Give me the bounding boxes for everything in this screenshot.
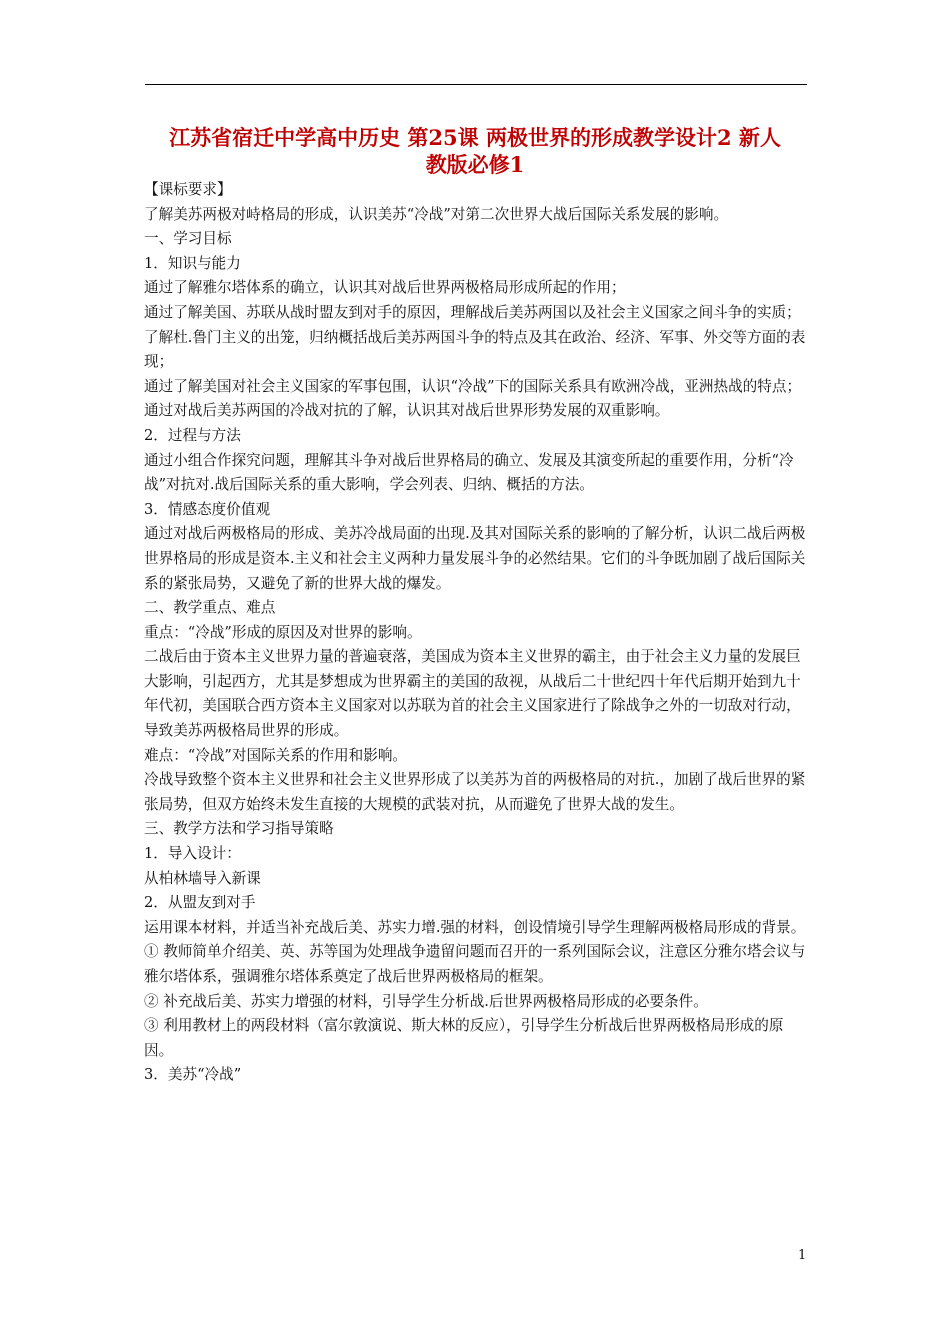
paragraph: 了解美苏两极对峙格局的形成，认识美苏“冷战”对第二次世界大战后国际关系发展的影响。 (144, 205, 729, 223)
list-item: ① 教师简单介绍美、英、苏等国为处理战争遗留问题而召开的一系列国际会议，注意区分雅尔塔会议与雅尔塔体系，强调雅尔塔体系奠定了战后世界两极格局的框架。 (144, 943, 806, 985)
document-title (140, 124, 810, 178)
sub-heading: 1．导入设计： (144, 845, 241, 863)
sub-heading: 3．情感态度价值观 (144, 500, 271, 518)
page-number: 1 (798, 1248, 807, 1263)
paragraph: 通过对战后美苏两国的冷战对抗的了解，认识其对战后世界形势发展的双重影响。 (144, 402, 670, 420)
list-item: ② 补充战后美、苏实力增强的材料，引导学生分析战.后世界两极格局形成的必要条件。 (144, 992, 708, 1010)
sub-heading: 2．从盟友到对手 (144, 894, 256, 912)
section-heading: 二、教学重点、难点 (144, 599, 276, 617)
paragraph: 通过了解美国对社会主义国家的军事包围，认识“冷战”下的国际关系具有欧洲冷战，亚洲热战的特点； (144, 377, 802, 395)
list-item: ③ 利用教材上的两段材料（富尔敦演说、斯大林的反应），引导学生分析战后世界两极格局形成的原因。 (144, 1017, 784, 1059)
title-line-1: 江苏省宿迁中学高中历史 第25课 两极世界的形成教学设计2 新人 (169, 125, 781, 150)
paragraph: 难点：“冷战”对国际关系的作用和影响。 (144, 746, 408, 764)
paragraph: 通过了解雅尔塔体系的确立，认识其对战后世界两极格局形成所起的作用； (144, 279, 626, 297)
sub-heading: 2．过程与方法 (144, 426, 241, 444)
sub-heading: 1．知识与能力 (144, 254, 241, 272)
paragraph: 重点：“冷战”形成的原因及对世界的影响。 (144, 623, 422, 641)
paragraph: 从柏林墙导入新课 (144, 869, 261, 887)
paragraph: 通过小组合作探究问题，理解其斗争对战后世界格局的确立、发展及其演变所起的重要作用，分析“冷战”对抗对.战后国际关系的重大影响，学会列表、归纳、概括的方法。 (144, 451, 794, 494)
section-heading: 一、学习目标 (144, 230, 232, 248)
paragraph: 运用课本材料，并适当补充战后美、苏实力增.强的材料，创设情境引导学生理解两极格局形成的背景。 (144, 918, 806, 936)
paragraph: 冷战导致整个资本主义世界和社会主义世界形成了以美苏为首的两极格局的对抗.，加剧了战后世界的紧张局势，但双方始终未发生直接的大规模的武装对抗，从而避免了世界大战的发生。 (144, 771, 806, 813)
paragraph: 通过了解美国、苏联从战时盟友到对手的原因，理解战后美苏两国以及社会主义国家之间斗争的实质； (144, 303, 801, 321)
document-body (144, 178, 808, 1088)
title-line-2: 教版必修1 (425, 152, 525, 177)
section-heading: 三、教学方法和学习指导策略 (144, 820, 334, 838)
paragraph: 【课标要求】 (144, 181, 232, 198)
header-rule (145, 84, 807, 85)
paragraph: 二战后由于资本主义世界力量的普遍衰落，美国成为资本主义世界的霸主，由于社会主义力量的发展巨大影响，引起西方，尤其是梦想成为世界霸主的美国的敌视，从战后二十世纪四十年代后期开始到九十年代初，美国联合西方资本主义国家对以苏联为首的社会主义国家进行了除战争之外的一切敌对行动，导致美苏两极格局世界的形成。 (144, 648, 801, 740)
paragraph: 了解杜.鲁门主义的出笼，归纳概括战后美苏两国斗争的特点及其在政治、经济、军事、外交等方面的表现； (144, 328, 806, 371)
sub-heading: 3．美苏“冷战” (144, 1066, 242, 1084)
paragraph: 通过对战后两极格局的形成、美苏冷战局面的出现.及其对国际关系的影响的了解分析，认识二战后两极世界格局的形成是资本.主义和社会主义两种力量发展斗争的必然结果。它们的斗争既加剧了战后国际关系的紧张局势，又避免了新的世界大战的爆发。 (144, 525, 806, 592)
